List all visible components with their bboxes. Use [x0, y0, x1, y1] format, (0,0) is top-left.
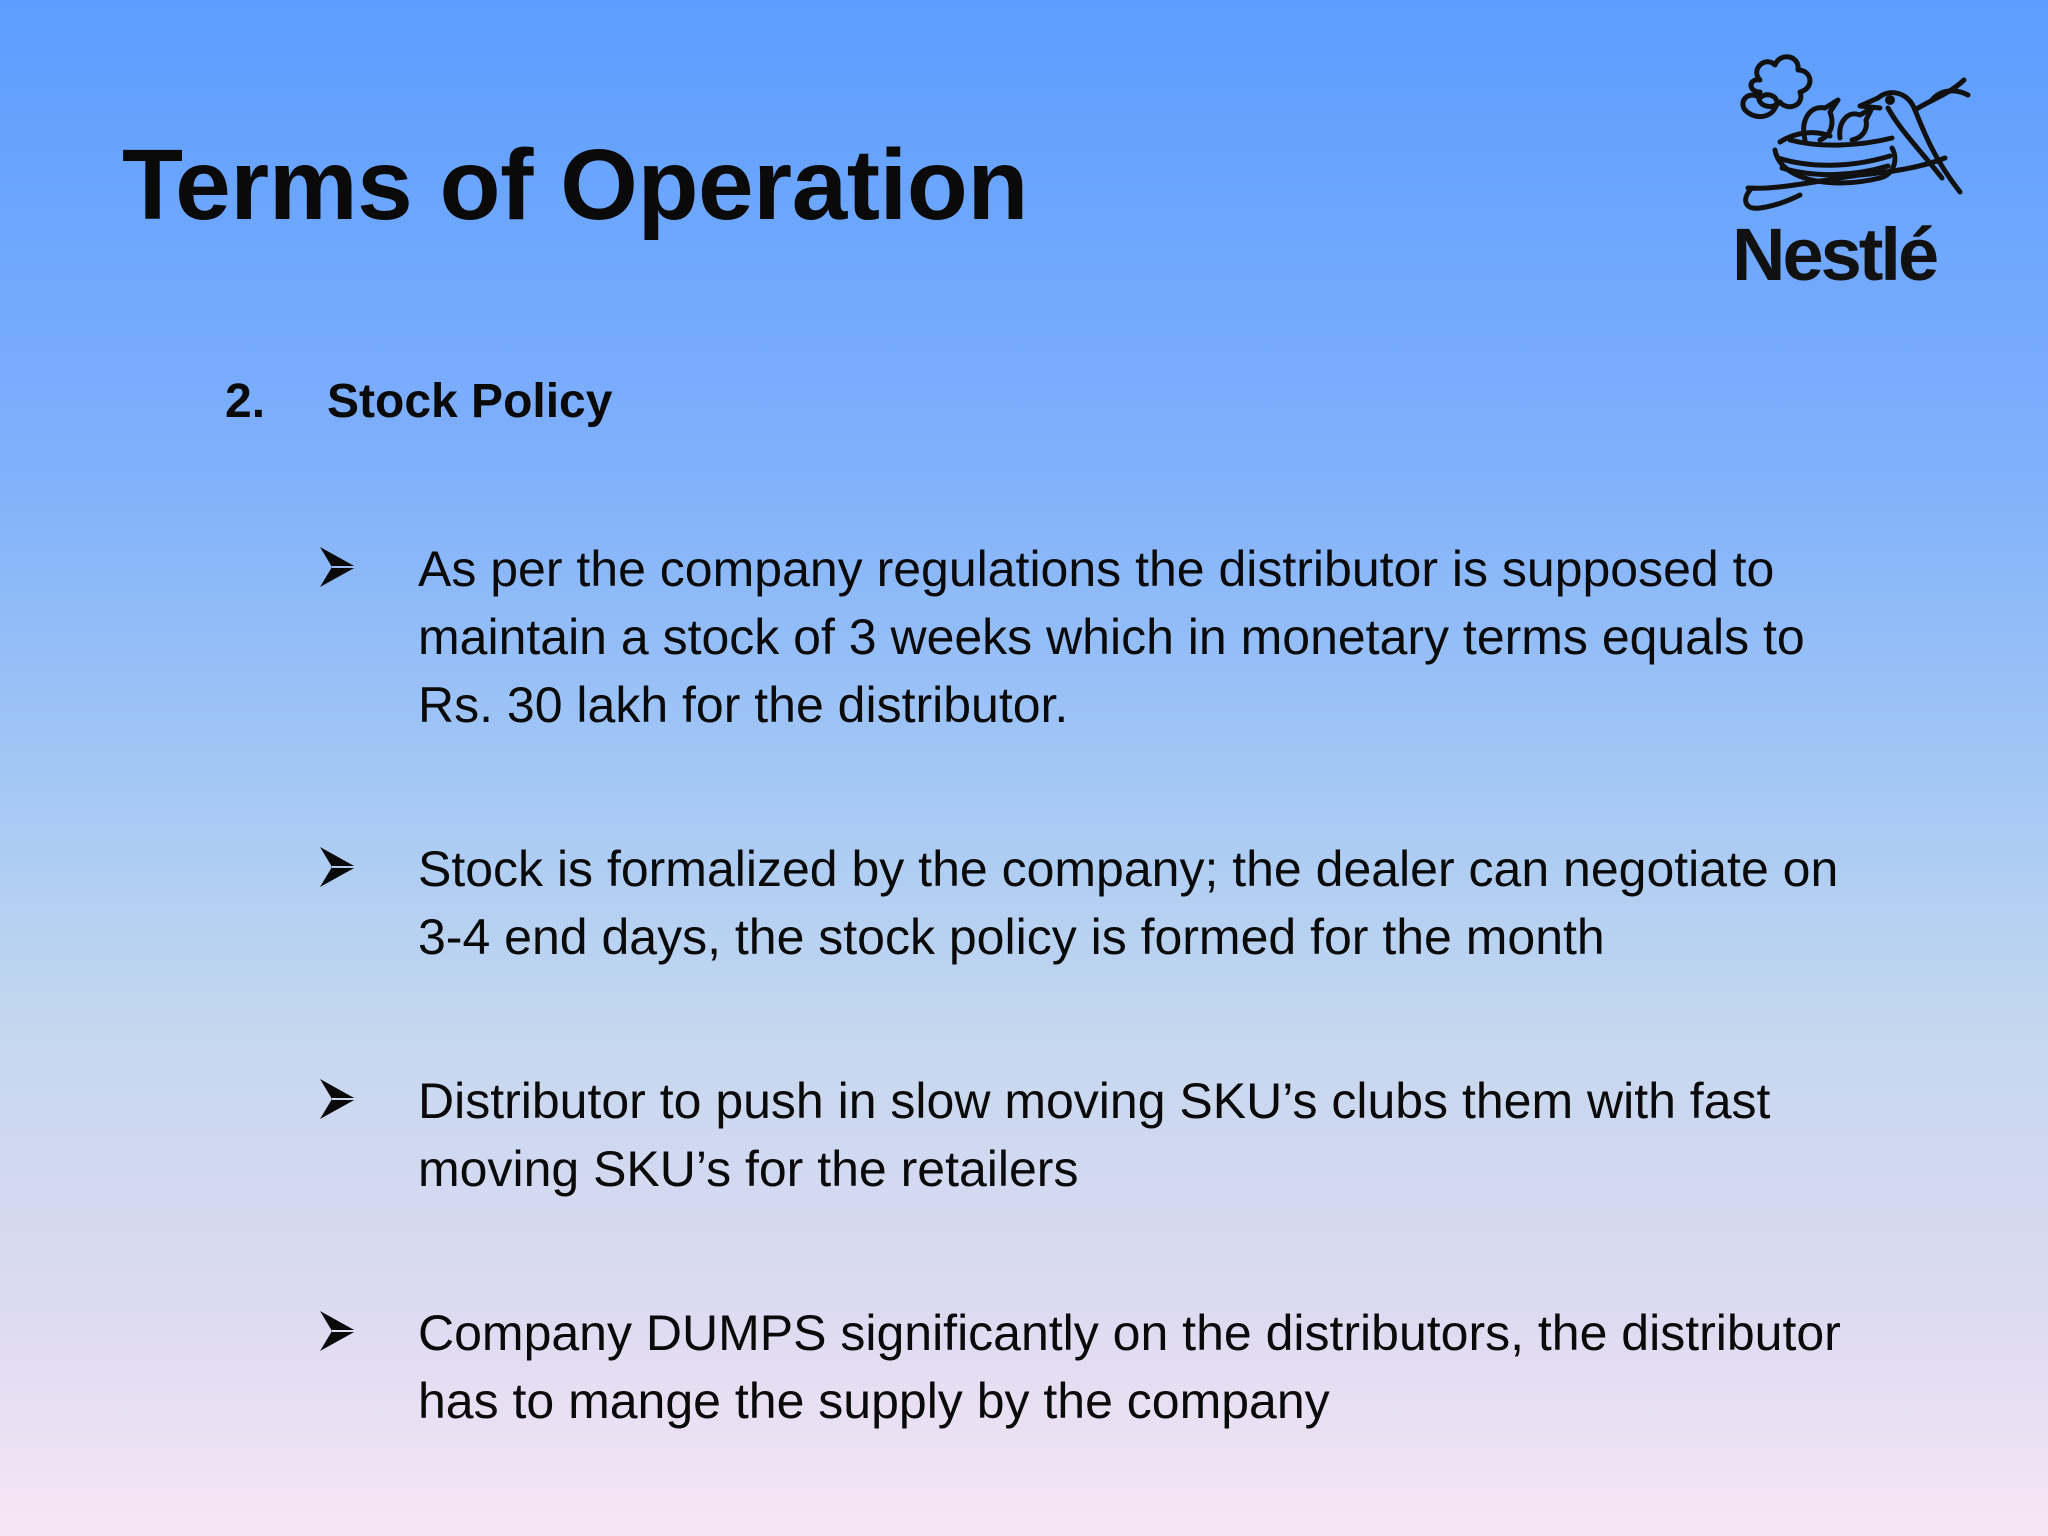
bullet-text: Company DUMPS significantly on the distributors, the distributor has to mange the supply by the company	[418, 1305, 1841, 1429]
arrow-bullet-icon	[316, 541, 360, 593]
bullet-text: Stock is formalized by the company; the dealer can negotiate on 3-4 end days, the stock policy is formed for the month	[418, 841, 1839, 965]
nestle-wordmark: Nestlé	[1732, 213, 1937, 296]
arrow-bullet-icon	[316, 841, 360, 893]
nestle-logo	[1720, 40, 1980, 300]
slide-title: Terms of Operation	[122, 129, 1028, 241]
arrow-bullet-icon	[316, 1073, 360, 1125]
arrow-bullet-icon	[316, 1305, 360, 1357]
nest-with-birds-icon	[1720, 40, 1980, 300]
section-title: Stock Policy	[327, 375, 613, 428]
bullet-text: As per the company regulations the distributor is supposed to maintain a stock of 3 weeks which in monetary terms equals to Rs. 30 lakh for the distributor.	[418, 541, 1805, 733]
section-heading	[225, 373, 612, 431]
section-number: 2.	[225, 375, 266, 428]
bullet-text: Distributor to push in slow moving SKU’s clubs them with fast moving SKU’s for the retailers	[418, 1073, 1771, 1197]
